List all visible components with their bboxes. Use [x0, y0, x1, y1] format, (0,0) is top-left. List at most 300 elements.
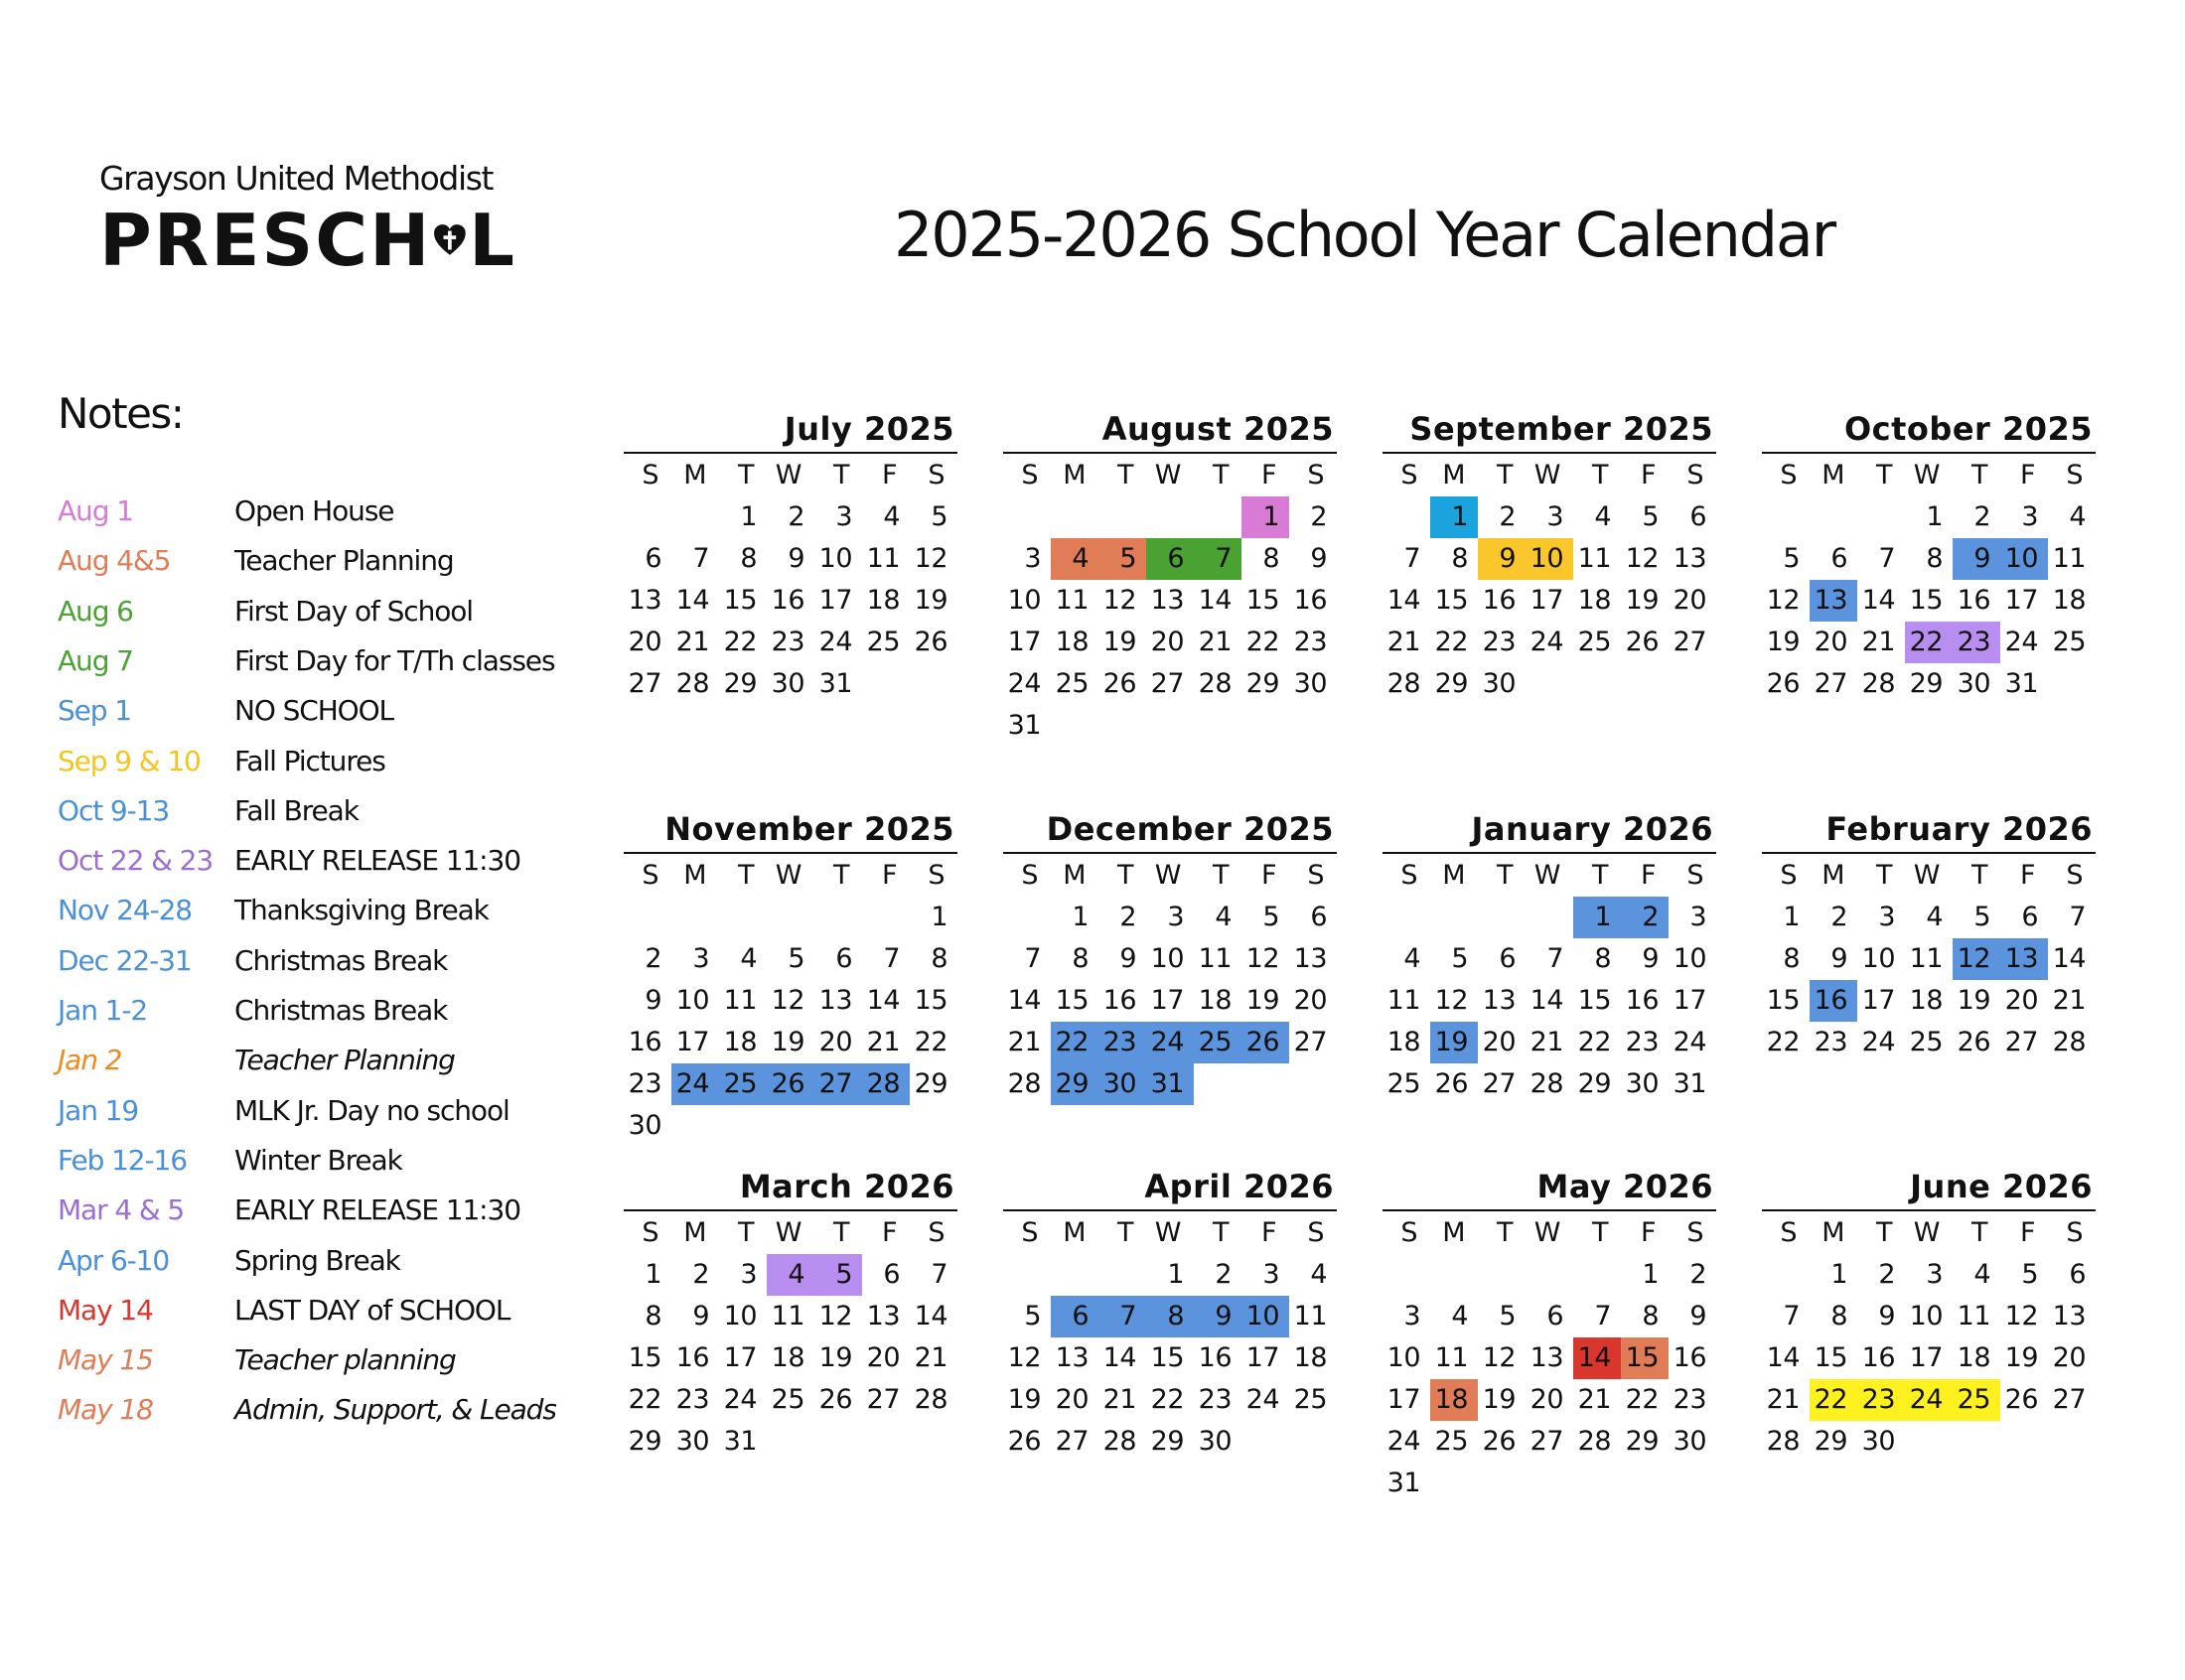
weekday-header: S: [1400, 1217, 1417, 1248]
day-cell: 16: [1861, 1342, 1895, 1373]
note-text: Teacher Planning: [234, 544, 454, 578]
day-cell: 12: [1007, 1342, 1041, 1373]
day-cell: 24: [1530, 627, 1563, 657]
month-title: April 2026: [1144, 1168, 1334, 1205]
day-cell: 20: [2052, 1342, 2086, 1373]
day-cell: 24: [1861, 1027, 1895, 1057]
empty-day-cell: [1194, 496, 1241, 538]
day-cell: 11: [1293, 1301, 1327, 1331]
day-cell: 17: [1530, 585, 1563, 616]
empty-day-cell: [1383, 897, 1430, 938]
day-cell: 19: [1957, 985, 1990, 1016]
day-cell: 19: [1007, 1384, 1041, 1415]
day-cell: 5: [788, 943, 804, 974]
day-cell: 11: [1909, 943, 1943, 974]
note-item: [58, 745, 654, 788]
day-cell: 17: [1150, 985, 1184, 1016]
day-cell: 22: [1434, 627, 1468, 657]
note-date: Aug 1: [58, 494, 133, 527]
month-divider: [1383, 852, 1716, 854]
day-cell: 6: [835, 943, 852, 974]
day-cell: 9: [1689, 1301, 1706, 1331]
day-cell: 24: [2004, 627, 2038, 657]
day-cell: 9: [1830, 943, 1847, 974]
highlighted-day-cell: 23: [1953, 622, 2000, 663]
weekday-header: S: [1307, 1217, 1324, 1248]
day-cell: 26: [818, 1384, 852, 1415]
weekday-header: W: [1913, 1217, 1940, 1248]
weekday-header: W: [775, 460, 801, 490]
day-cell: 2: [1310, 501, 1327, 532]
note-item: [58, 1244, 654, 1288]
note-item: [58, 1193, 654, 1237]
highlighted-day-cell: 7: [1194, 538, 1241, 580]
day-cell: 10: [1861, 943, 1895, 974]
day-cell: 16: [1293, 585, 1327, 616]
note-item: [58, 1393, 654, 1437]
logo-word-part2: L: [469, 199, 516, 282]
highlighted-day-cell: 23: [1098, 1022, 1146, 1063]
day-cell: 27: [1293, 1027, 1327, 1057]
day-cell: 14: [1102, 1342, 1136, 1373]
day-cell: 6: [1310, 902, 1327, 932]
day-cell: 18: [1293, 1342, 1327, 1373]
day-cell: 6: [1689, 501, 1706, 532]
weekday-header: W: [1154, 860, 1181, 891]
day-cell: 22: [1625, 1384, 1659, 1415]
day-cell: 6: [2069, 1259, 2086, 1290]
highlighted-day-cell: 14: [1573, 1337, 1621, 1379]
day-cell: 2: [1830, 902, 1847, 932]
month-divider: [1762, 852, 2096, 854]
day-cell: 8: [1451, 543, 1468, 574]
weekday-header: S: [928, 860, 945, 891]
weekday-header: M: [683, 860, 706, 891]
day-cell: 31: [723, 1426, 757, 1457]
weekday-header: M: [1063, 1217, 1086, 1248]
empty-day-cell: [1003, 1254, 1051, 1296]
day-cell: 19: [1766, 627, 1800, 657]
weekday-header: F: [2019, 860, 2035, 891]
day-cell: 26: [1007, 1426, 1041, 1457]
day-cell: 7: [931, 1259, 947, 1290]
day-cell: 5: [2021, 1259, 2038, 1290]
day-cell: 23: [1814, 1027, 1847, 1057]
day-cell: 2: [1878, 1259, 1895, 1290]
day-cell: 21: [914, 1342, 947, 1373]
day-cell: 7: [2069, 902, 2086, 932]
day-cell: 27: [1814, 668, 1847, 699]
day-cell: 3: [1167, 902, 1184, 932]
day-cell: 12: [1434, 985, 1468, 1016]
day-cell: 3: [1024, 543, 1041, 574]
day-cell: 16: [1102, 985, 1136, 1016]
note-date: Nov 24-28: [58, 894, 193, 927]
day-cell: 4: [2069, 501, 2086, 532]
day-cell: 31: [818, 668, 852, 699]
day-cell: 27: [1055, 1426, 1089, 1457]
month-divider: [1383, 452, 1716, 454]
weekday-header: F: [1640, 860, 1656, 891]
day-cell: 3: [1878, 902, 1895, 932]
note-text: First Day for T/Th classes: [234, 643, 555, 677]
day-cell: 7: [1546, 943, 1563, 974]
empty-day-cell: [1526, 1254, 1573, 1296]
highlighted-day-cell: 16: [1810, 980, 1857, 1022]
day-cell: 16: [1625, 985, 1659, 1016]
weekday-header: F: [1260, 1217, 1276, 1248]
highlighted-day-cell: 2: [1621, 897, 1669, 938]
highlighted-day-cell: 26: [767, 1063, 814, 1105]
day-cell: 4: [883, 501, 900, 532]
day-cell: 19: [1245, 985, 1279, 1016]
weekday-header: T: [1592, 460, 1608, 490]
month-title: July 2025: [784, 410, 954, 448]
day-cell: 17: [723, 1342, 757, 1373]
day-cell: 10: [1386, 1342, 1420, 1373]
day-cell: 24: [1245, 1384, 1279, 1415]
day-cell: 10: [1150, 943, 1184, 974]
month-days-grid: [1003, 455, 1337, 747]
day-cell: 16: [628, 1027, 661, 1057]
day-cell: 4: [1310, 1259, 1327, 1290]
note-date: Mar 4 & 5: [58, 1193, 185, 1227]
highlighted-day-cell: 6: [1051, 1296, 1098, 1337]
day-cell: 15: [1434, 585, 1468, 616]
month-title: November 2025: [664, 810, 954, 848]
weekday-header: T: [1971, 460, 1987, 490]
month-divider: [1762, 452, 2096, 454]
month-days-grid: [1762, 1212, 2096, 1463]
month-title: February 2026: [1825, 810, 2093, 848]
note-text: Christmas Break: [234, 994, 448, 1027]
highlighted-day-cell: 4: [767, 1254, 814, 1296]
day-cell: 21: [1530, 1027, 1563, 1057]
day-cell: 8: [1830, 1301, 1847, 1331]
day-cell: 13: [866, 1301, 900, 1331]
note-text: Admin, Support, & Leads: [234, 1393, 556, 1427]
day-cell: 22: [1245, 627, 1279, 657]
highlighted-day-cell: 9: [1953, 538, 2000, 580]
day-cell: 24: [818, 627, 852, 657]
day-cell: 14: [866, 985, 900, 1016]
weekday-header: T: [1497, 860, 1513, 891]
empty-day-cell: [1146, 496, 1194, 538]
day-cell: 29: [1909, 668, 1943, 699]
highlighted-day-cell: 29: [1051, 1063, 1098, 1105]
note-text: EARLY RELEASE 11:30: [234, 1193, 520, 1227]
month-days-grid: [1383, 1212, 1716, 1504]
day-cell: 14: [1007, 985, 1041, 1016]
highlighted-day-cell: 9: [1478, 538, 1526, 580]
weekday-header: T: [1497, 460, 1513, 490]
month-calendar: [624, 407, 957, 705]
day-cell: 31: [2004, 668, 2038, 699]
month-divider: [1003, 852, 1337, 854]
day-cell: 11: [1957, 1301, 1990, 1331]
weekday-header: T: [1117, 1217, 1133, 1248]
day-cell: 21: [1007, 1027, 1041, 1057]
day-cell: 15: [1577, 985, 1611, 1016]
note-text: Christmas Break: [234, 943, 448, 977]
weekday-header: T: [1117, 860, 1133, 891]
note-date: Aug 6: [58, 594, 133, 628]
weekday-header: F: [1260, 860, 1276, 891]
day-cell: 11: [1198, 943, 1232, 974]
day-cell: 26: [1102, 668, 1136, 699]
day-cell: 21: [2052, 985, 2086, 1016]
day-cell: 14: [914, 1301, 947, 1331]
note-text: First Day of School: [234, 594, 473, 628]
month-calendar: [1383, 407, 1716, 705]
day-cell: 19: [1482, 1384, 1516, 1415]
day-cell: 8: [1926, 543, 1943, 574]
day-cell: 28: [1386, 668, 1420, 699]
month-days-grid: [624, 1212, 957, 1463]
day-cell: 5: [1783, 543, 1800, 574]
day-cell: 15: [1150, 1342, 1184, 1373]
day-cell: 15: [723, 585, 757, 616]
highlighted-day-cell: 13: [2000, 938, 2048, 980]
day-cell: 31: [1673, 1068, 1706, 1099]
day-cell: 21: [1198, 627, 1232, 657]
highlighted-day-cell: 15: [1621, 1337, 1669, 1379]
empty-day-cell: [1098, 496, 1146, 538]
day-cell: 2: [1973, 501, 1990, 532]
day-cell: 13: [1293, 943, 1327, 974]
day-cell: 18: [1577, 585, 1611, 616]
day-cell: 20: [1482, 1027, 1516, 1057]
highlighted-day-cell: 24: [671, 1063, 719, 1105]
note-text: Fall Break: [234, 793, 359, 827]
weekday-header: T: [738, 460, 754, 490]
day-cell: 11: [771, 1301, 804, 1331]
month-days-grid: [1383, 455, 1716, 705]
month-divider: [1003, 1209, 1337, 1211]
day-cell: 25: [866, 627, 900, 657]
weekday-header: M: [1442, 1217, 1465, 1248]
day-cell: 20: [2004, 985, 2038, 1016]
day-cell: 25: [771, 1384, 804, 1415]
weekday-header: W: [775, 860, 801, 891]
day-cell: 11: [1577, 543, 1611, 574]
day-cell: 8: [1072, 943, 1089, 974]
day-cell: 2: [1215, 1259, 1232, 1290]
day-cell: 10: [723, 1301, 757, 1331]
note-item: [58, 1094, 654, 1138]
day-cell: 4: [1215, 902, 1232, 932]
note-text: Thanksgiving Break: [234, 894, 489, 927]
month-divider: [1762, 1209, 2096, 1211]
weekday-header: T: [1213, 1217, 1229, 1248]
day-cell: 23: [675, 1384, 709, 1415]
empty-day-cell: [624, 496, 671, 538]
day-cell: 13: [1673, 543, 1706, 574]
day-cell: 30: [1625, 1068, 1659, 1099]
day-cell: 29: [628, 1426, 661, 1457]
day-cell: 8: [1262, 543, 1279, 574]
weekday-header: S: [1307, 860, 1324, 891]
weekday-header: T: [1592, 860, 1608, 891]
empty-day-cell: [719, 897, 767, 938]
month-calendar: [1762, 807, 2096, 1063]
day-cell: 9: [1878, 1301, 1895, 1331]
day-cell: 19: [1102, 627, 1136, 657]
day-cell: 19: [2004, 1342, 2038, 1373]
day-cell: 14: [1386, 585, 1420, 616]
weekday-header: M: [683, 1217, 706, 1248]
day-cell: 20: [1814, 627, 1847, 657]
day-cell: 24: [1673, 1027, 1706, 1057]
day-cell: 15: [1245, 585, 1279, 616]
day-cell: 5: [1499, 1301, 1516, 1331]
note-date: May 14: [58, 1293, 153, 1327]
day-cell: 18: [723, 1027, 757, 1057]
day-cell: 23: [1625, 1027, 1659, 1057]
highlighted-day-cell: 25: [1194, 1022, 1241, 1063]
weekday-header: F: [2019, 460, 2035, 490]
note-item: [58, 1044, 654, 1087]
day-cell: 6: [883, 1259, 900, 1290]
highlighted-day-cell: 1: [1573, 897, 1621, 938]
day-cell: 22: [914, 1027, 947, 1057]
day-cell: 3: [835, 501, 852, 532]
weekday-header: T: [1213, 860, 1229, 891]
note-item: [58, 1294, 654, 1337]
day-cell: 21: [1102, 1384, 1136, 1415]
day-cell: 30: [771, 668, 804, 699]
day-cell: 11: [723, 985, 757, 1016]
day-cell: 3: [1546, 501, 1563, 532]
day-cell: 1: [1783, 902, 1800, 932]
empty-day-cell: [1762, 496, 1810, 538]
weekday-header: T: [738, 1217, 754, 1248]
day-cell: 10: [818, 543, 852, 574]
day-cell: 19: [818, 1342, 852, 1373]
day-cell: 24: [723, 1384, 757, 1415]
weekday-header: T: [1876, 860, 1892, 891]
day-cell: 20: [866, 1342, 900, 1373]
month-calendar: [1762, 407, 2096, 705]
highlighted-day-cell: 24: [1905, 1379, 1953, 1421]
empty-day-cell: [1526, 897, 1573, 938]
weekday-header: S: [1686, 860, 1703, 891]
day-cell: 27: [1482, 1068, 1516, 1099]
day-cell: 14: [2052, 943, 2086, 974]
weekday-header: S: [1780, 860, 1797, 891]
day-cell: 30: [1482, 668, 1516, 699]
day-cell: 26: [1766, 668, 1800, 699]
highlighted-day-cell: 31: [1146, 1063, 1194, 1105]
note-date: Jan 2: [58, 1044, 122, 1077]
month-divider: [624, 852, 957, 854]
note-item: [58, 894, 654, 937]
logo-wordmark: [99, 199, 516, 282]
weekday-header: S: [2066, 1217, 2083, 1248]
day-cell: 9: [1310, 543, 1327, 574]
note-date: Jan 1-2: [58, 994, 148, 1027]
day-cell: 28: [675, 668, 709, 699]
note-text: Fall Pictures: [234, 744, 385, 777]
day-cell: 2: [1499, 501, 1516, 532]
day-cell: 26: [914, 627, 947, 657]
weekday-header: S: [1686, 1217, 1703, 1248]
month-title: December 2025: [1046, 810, 1334, 848]
day-cell: 5: [1262, 902, 1279, 932]
weekday-header: S: [1780, 460, 1797, 490]
weekday-header: M: [1063, 460, 1086, 490]
day-cell: 27: [2052, 1384, 2086, 1415]
month-days-grid: [1003, 855, 1337, 1105]
empty-day-cell: [1051, 496, 1098, 538]
day-cell: 16: [1482, 585, 1516, 616]
day-cell: 29: [914, 1068, 947, 1099]
weekday-header: M: [1821, 1217, 1844, 1248]
weekday-header: F: [1260, 460, 1276, 490]
highlighted-day-cell: 4: [1051, 538, 1098, 580]
empty-day-cell: [1857, 496, 1905, 538]
day-cell: 1: [1072, 902, 1089, 932]
day-cell: 19: [771, 1027, 804, 1057]
weekday-header: F: [881, 460, 897, 490]
weekday-header: M: [1442, 460, 1465, 490]
note-date: Aug 4&5: [58, 544, 171, 578]
day-cell: 24: [1007, 668, 1041, 699]
day-cell: 13: [1150, 585, 1184, 616]
month-days-grid: [1762, 855, 2096, 1063]
note-item: [58, 494, 654, 538]
day-cell: 7: [1024, 943, 1041, 974]
day-cell: 14: [675, 585, 709, 616]
note-item: [58, 994, 654, 1038]
day-cell: 8: [1783, 943, 1800, 974]
day-cell: 14: [1198, 585, 1232, 616]
day-cell: 18: [866, 585, 900, 616]
day-cell: 22: [1577, 1027, 1611, 1057]
day-cell: 25: [2052, 627, 2086, 657]
day-cell: 30: [1861, 1426, 1895, 1457]
day-cell: 8: [1642, 1301, 1659, 1331]
day-cell: 16: [675, 1342, 709, 1373]
day-cell: 26: [1482, 1426, 1516, 1457]
day-cell: 5: [1973, 902, 1990, 932]
weekday-header: T: [1117, 460, 1133, 490]
day-cell: 17: [1861, 985, 1895, 1016]
highlighted-day-cell: 1: [1241, 496, 1289, 538]
day-cell: 25: [1386, 1068, 1420, 1099]
day-cell: 15: [1814, 1342, 1847, 1373]
day-cell: 22: [628, 1384, 661, 1415]
day-cell: 30: [1957, 668, 1990, 699]
highlighted-day-cell: 22: [1905, 622, 1953, 663]
day-cell: 23: [1198, 1384, 1232, 1415]
highlighted-day-cell: 7: [1098, 1296, 1146, 1337]
day-cell: 29: [723, 668, 757, 699]
month-title: October 2025: [1843, 410, 2093, 448]
empty-day-cell: [767, 897, 814, 938]
day-cell: 20: [628, 627, 661, 657]
weekday-header: T: [1497, 1217, 1513, 1248]
day-cell: 18: [1055, 627, 1089, 657]
day-cell: 20: [1150, 627, 1184, 657]
empty-day-cell: [1430, 1254, 1478, 1296]
day-cell: 16: [771, 585, 804, 616]
month-title: August 2025: [1101, 410, 1334, 448]
day-cell: 11: [1055, 585, 1089, 616]
day-cell: 11: [1434, 1342, 1468, 1373]
weekday-header: M: [1442, 860, 1465, 891]
weekday-header: M: [683, 460, 706, 490]
